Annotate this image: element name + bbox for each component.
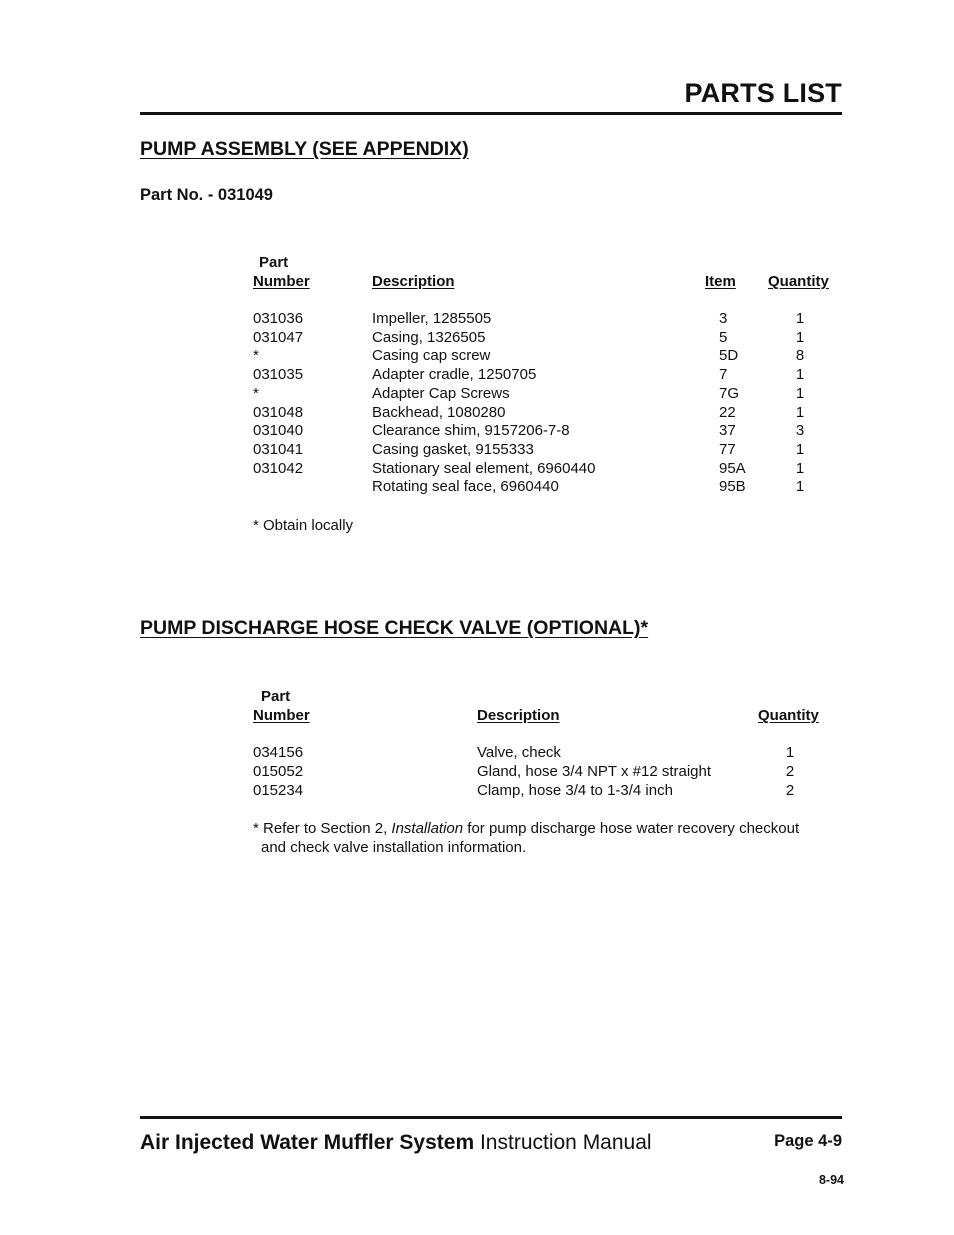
table-cell-part-number: 031035 <box>253 366 304 384</box>
header-rule <box>140 112 842 115</box>
column-header-quantity: Quantity <box>768 273 829 290</box>
table-cell-part-number: 031036 <box>253 310 304 327</box>
table-cell-quantity: 1 <box>795 478 805 496</box>
manual-title-bold: Air Injected Water Muffler System <box>140 1131 475 1154</box>
table-cell-item: 7G <box>719 384 740 402</box>
table-cell-description: Impeller, 1285505 <box>372 310 492 327</box>
column-header-quantity: Quantity <box>758 707 819 724</box>
table-cell-quantity: 1 <box>795 459 805 477</box>
table-cell-item: 77 <box>719 440 736 458</box>
table-cell-description: Gland, hose 3/4 NPT x #12 straight <box>477 763 712 780</box>
table-cell-description: Clearance shim, 9157206-7-8 <box>372 422 570 440</box>
table-cell-quantity: 2 <box>785 782 795 799</box>
manual-title <box>140 1131 652 1155</box>
table-cell-item: 5D <box>719 347 739 365</box>
table-cell-part-number: 031047 <box>253 328 304 346</box>
revision-date: 8-94 <box>818 1173 844 1187</box>
table-cell-part-number: 015052 <box>253 763 304 780</box>
table-cell-description: Rotating seal face, 6960440 <box>372 478 559 496</box>
table-cell-description: Casing, 1326505 <box>372 328 486 346</box>
table-cell-quantity: 1 <box>785 744 795 761</box>
table-cell-part-number: * <box>253 347 259 365</box>
footnote-suffix: for pump discharge hose water recovery checkout <box>463 820 800 837</box>
table-cell-description: Adapter cradle, 1250705 <box>372 366 537 384</box>
footnote-refer-section <box>253 819 799 838</box>
table-cell-part-number: 031040 <box>253 422 304 440</box>
table-cell-item: 7 <box>719 366 728 384</box>
table-cell-part-number: 031041 <box>253 440 304 458</box>
table-cell-part-number: 015234 <box>253 782 304 799</box>
table-cell-description: Backhead, 1080280 <box>372 403 506 421</box>
table-cell-item: 95B <box>719 478 746 496</box>
footnote-obtain-locally: * Obtain locally <box>253 517 354 534</box>
table-cell-quantity: 2 <box>785 763 795 780</box>
footnote-prefix: * Refer to Section 2, <box>253 820 392 837</box>
table-cell-part-number: * <box>253 384 259 402</box>
footer-rule <box>140 1116 842 1119</box>
table-cell-quantity: 8 <box>795 347 805 365</box>
table-cell-description: Adapter Cap Screws <box>372 384 510 402</box>
table-cell-item: 37 <box>719 422 736 440</box>
table-cell-item: 22 <box>719 403 736 421</box>
table-cell-description: Valve, check <box>477 744 561 761</box>
table-cell-description: Casing gasket, 9155333 <box>372 440 534 458</box>
column-header-part: Part <box>259 254 289 271</box>
table-cell-part-number: 031042 <box>253 459 304 477</box>
footnote-line-2: and check valve installation information. <box>261 839 527 856</box>
page-title: PARTS LIST <box>684 78 842 108</box>
column-header-number: Number <box>253 707 310 724</box>
table-cell-quantity: 1 <box>795 328 805 346</box>
section-heading-check-valve: PUMP DISCHARGE HOSE CHECK VALVE (OPTIONAL)* <box>140 617 649 639</box>
part-number-label: Part No. - 031049 <box>140 186 273 204</box>
table-cell-quantity: 1 <box>795 366 805 384</box>
table-cell-quantity: 3 <box>795 422 805 440</box>
manual-title-regular: Instruction Manual <box>474 1131 652 1154</box>
column-header-number: Number <box>253 273 310 290</box>
table-cell-quantity: 1 <box>795 384 805 402</box>
table-cell-item: 3 <box>719 310 728 327</box>
table-cell-item: 5 <box>719 328 728 346</box>
table-cell-description: Stationary seal element, 6960440 <box>372 459 596 477</box>
table-cell-part-number: 031048 <box>253 403 304 421</box>
table-cell-item: 95A <box>719 459 746 477</box>
column-header-description: Description <box>477 707 560 724</box>
footnote-installation-italic: Installation <box>391 820 464 837</box>
column-header-part: Part <box>261 688 291 705</box>
page-number: Page 4-9 <box>774 1132 842 1150</box>
table-cell-quantity: 1 <box>795 403 805 421</box>
table-cell-description: Casing cap screw <box>372 347 491 365</box>
table-cell-description: Clamp, hose 3/4 to 1-3/4 inch <box>477 782 673 799</box>
column-header-item: Item <box>705 273 736 290</box>
section-heading-pump-assembly: PUMP ASSEMBLY (SEE APPENDIX) <box>140 138 469 160</box>
column-header-description: Description <box>372 273 455 290</box>
table-cell-part-number: 034156 <box>253 744 304 761</box>
table-cell-quantity: 1 <box>795 440 805 458</box>
table-cell-quantity: 1 <box>795 310 805 327</box>
